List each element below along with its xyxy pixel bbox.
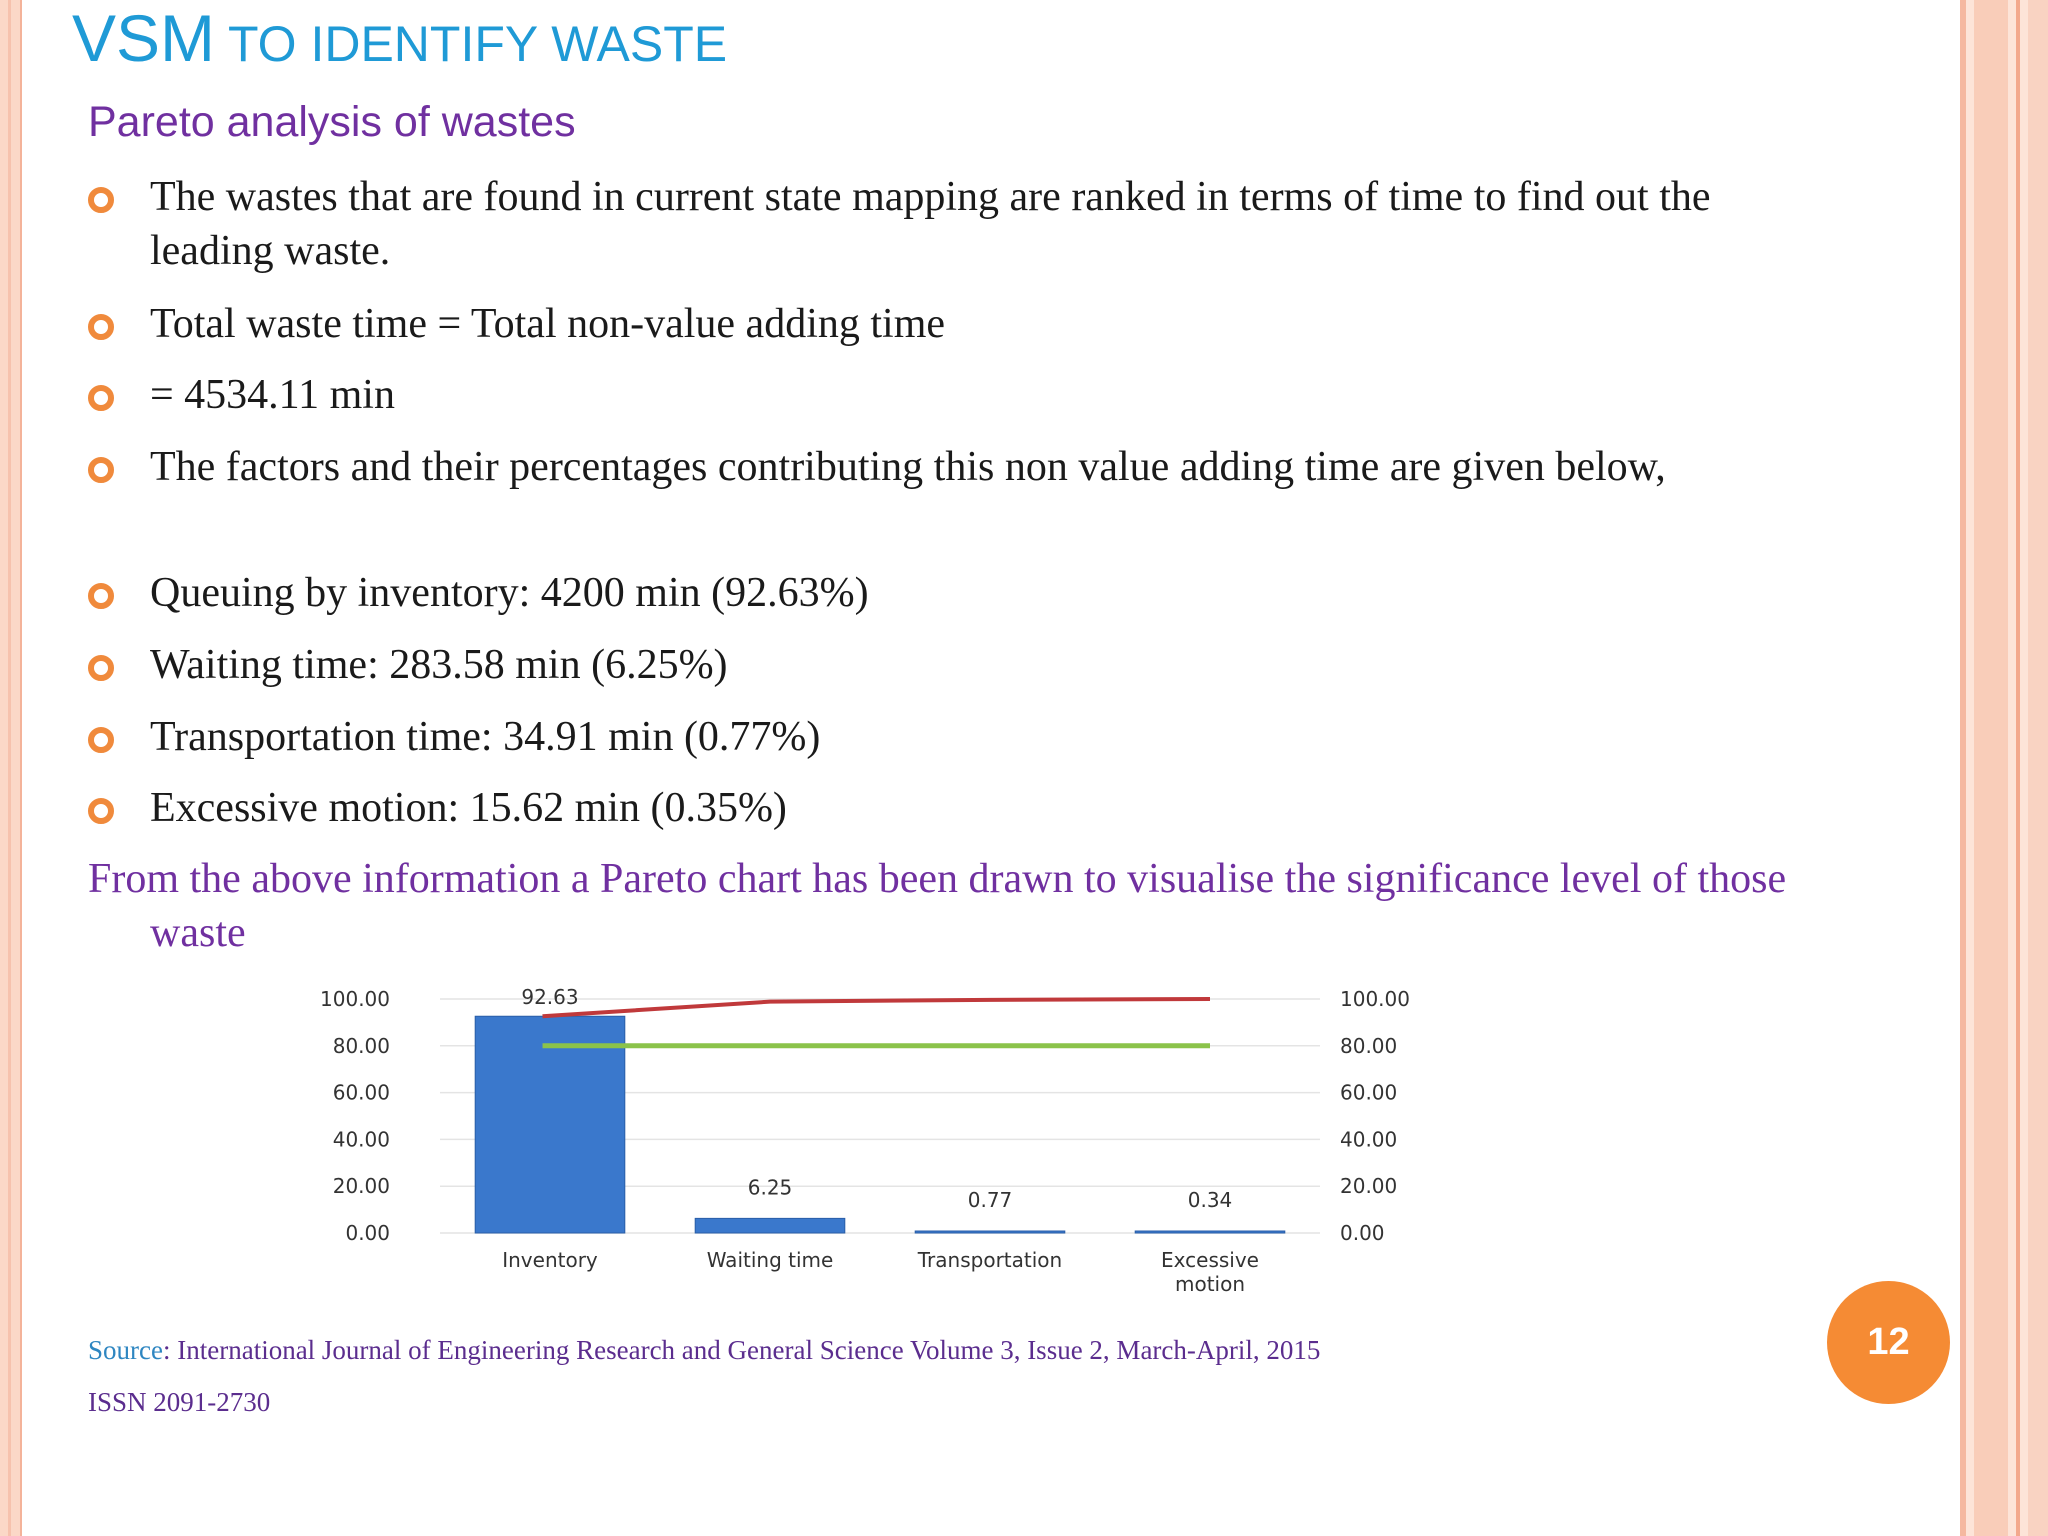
bullet-ring-icon bbox=[88, 655, 114, 681]
y2-tick-label: 100.00 bbox=[1340, 987, 1410, 1011]
x-category-label: Excessive bbox=[1161, 1248, 1259, 1272]
bullet-text: The wastes that are found in current state mapping are ranked in terms of time to find out the leading waste. bbox=[150, 174, 1711, 274]
y2-tick-label: 60.00 bbox=[1340, 1080, 1398, 1105]
pareto-chart bbox=[250, 955, 1470, 1305]
bullet-item bbox=[150, 566, 1720, 620]
y2-tick-label: 20.00 bbox=[1340, 1174, 1398, 1199]
bar bbox=[695, 1218, 845, 1233]
y-tick-label: 60.00 bbox=[332, 1080, 390, 1105]
bullet-text: Waiting time: 283.58 min (6.25%) bbox=[150, 642, 728, 688]
bullet-ring-icon bbox=[88, 457, 114, 483]
bar-data-label: 0.77 bbox=[967, 1188, 1013, 1212]
bar bbox=[475, 1016, 625, 1233]
bullet-item bbox=[150, 368, 1720, 422]
bullet-item bbox=[150, 297, 1720, 351]
bullet-ring-icon bbox=[88, 727, 114, 753]
bullet-text: The factors and their percentages contributing this non value adding time are given below, bbox=[150, 444, 1666, 490]
bullet-ring-icon bbox=[88, 385, 114, 411]
bar bbox=[915, 1231, 1065, 1233]
bullet-item bbox=[150, 170, 1720, 278]
source-label: Source bbox=[88, 1335, 163, 1365]
slide-title-rest: TO IDENTIFY WASTE bbox=[215, 16, 728, 72]
left-border-decoration bbox=[0, 0, 22, 1536]
y2-tick-label: 0.00 bbox=[1340, 1221, 1385, 1245]
bullet-text: Transportation time: 34.91 min (0.77%) bbox=[150, 714, 821, 760]
y-tick-label: 0.00 bbox=[345, 1221, 390, 1245]
pareto-chart-svg bbox=[250, 955, 1470, 1305]
x-category-label: motion bbox=[1174, 1272, 1246, 1296]
issn-text: ISSN 2091-2730 bbox=[88, 1387, 271, 1417]
bullet-ring-icon bbox=[88, 314, 114, 340]
y-tick-label: 40.00 bbox=[332, 1127, 390, 1152]
page-number-badge: 12 bbox=[1827, 1281, 1950, 1404]
bar-data-label: 92.63 bbox=[521, 985, 579, 1010]
bar-data-label: 6.25 bbox=[747, 1175, 793, 1200]
bullet-item bbox=[150, 440, 1720, 494]
bullet-text: Queuing by inventory: 4200 min (92.63%) bbox=[150, 570, 869, 616]
bullet-text: = 4534.11 min bbox=[150, 372, 395, 418]
slide-title bbox=[72, 0, 727, 76]
bullet-ring-icon bbox=[88, 798, 114, 824]
x-category-label: Inventory bbox=[502, 1248, 598, 1272]
bullet-item bbox=[150, 781, 1720, 835]
y2-tick-label: 80.00 bbox=[1340, 1033, 1398, 1058]
y-tick-label: 80.00 bbox=[332, 1033, 390, 1058]
bullet-ring-icon bbox=[88, 187, 114, 213]
right-border-decoration bbox=[1960, 0, 2048, 1536]
conclusion-text: From the above information a Pareto chart has been drawn to visualise the significance level of those waste bbox=[88, 856, 1787, 956]
y2-tick-label: 40.00 bbox=[1340, 1127, 1398, 1152]
bullet-text: Excessive motion: 15.62 min (0.35%) bbox=[150, 785, 787, 831]
cumulative-line bbox=[543, 999, 1210, 1016]
bullet-ring-icon bbox=[88, 583, 114, 609]
y-tick-label: 100.00 bbox=[320, 987, 390, 1011]
slide-subtitle: Pareto analysis of wastes bbox=[88, 98, 576, 146]
bullet-item bbox=[150, 710, 1720, 764]
bar bbox=[1135, 1231, 1285, 1233]
bar-data-label: 0.34 bbox=[1187, 1188, 1233, 1212]
y-tick-label: 20.00 bbox=[332, 1174, 390, 1199]
x-category-label: Transportation bbox=[917, 1248, 1063, 1272]
slide-title-prefix: VSM bbox=[72, 1, 216, 75]
bullet-item bbox=[150, 638, 1720, 692]
source-text: : International Journal of Engineering Research and General Science Volume 3, Issue 2, March-April, 2015 bbox=[162, 1335, 1321, 1365]
source-citation bbox=[88, 1335, 1320, 1366]
bullet-text: Total waste time = Total non-value adding time bbox=[150, 301, 946, 347]
x-category-label: Waiting time bbox=[706, 1248, 834, 1272]
